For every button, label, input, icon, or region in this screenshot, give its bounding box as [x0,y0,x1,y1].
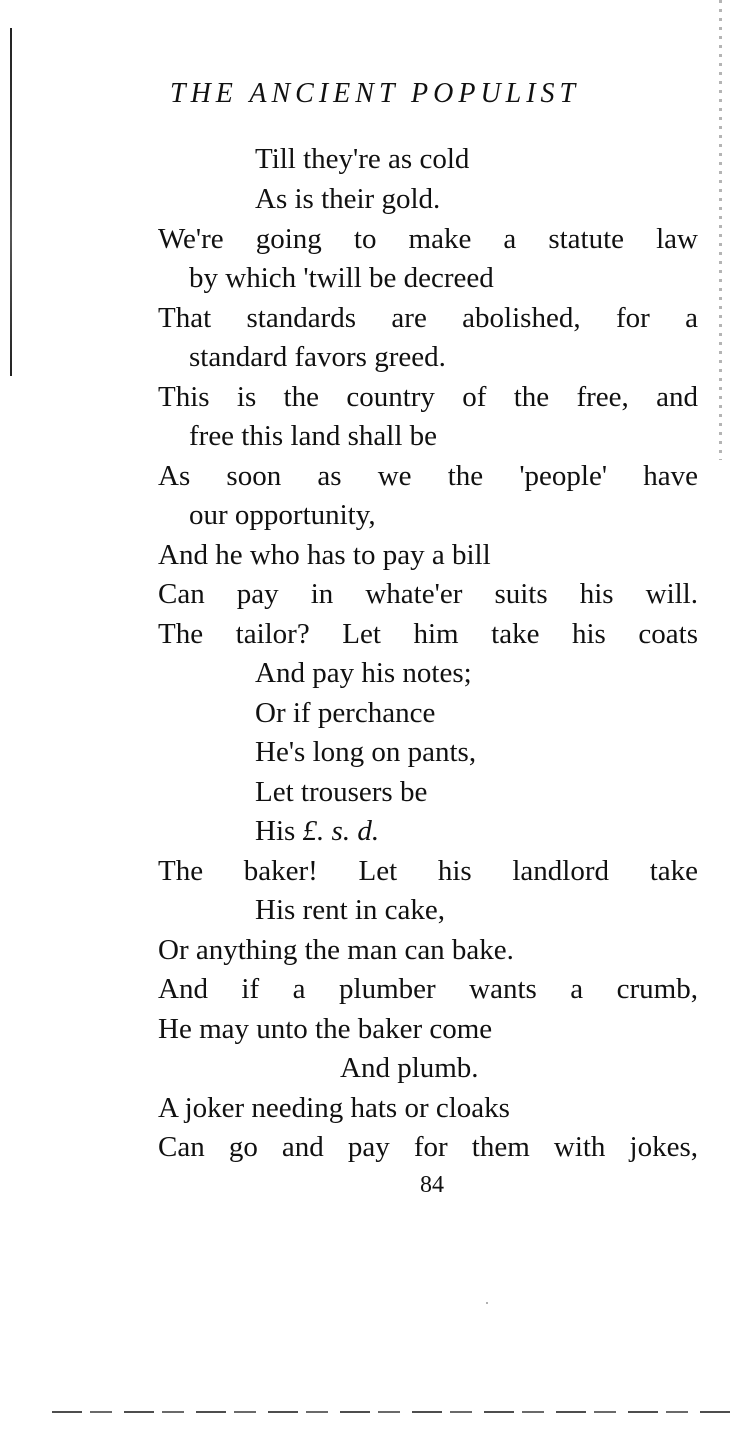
speck [486,1302,488,1304]
poem-line: The tailor? Let him take his coats [158,618,698,650]
poem-line: His rent in cake, [255,894,446,926]
poem-line: Can go and pay for them with jokes, [158,1131,698,1163]
poem-line: Can pay in whate'er suits his will. [158,578,698,610]
poem-line: As is their gold. [255,183,441,215]
poem-line: This is the country of the free, and [158,381,698,413]
poem-line: As soon as we the 'people' have [158,460,698,492]
poem-line: And if a plumber wants a crumb, [158,973,698,1005]
poem-line: A joker needing hats or cloaks [158,1092,510,1124]
poem-line: And he who has to pay a bill [158,539,491,571]
poem-line: Or anything the man can bake. [158,934,514,966]
poem-line [255,817,379,846]
poem-line: And pay his notes; [255,657,472,689]
poem-line: The baker! Let his landlord take [158,855,698,887]
running-head: THE ANCIENT POPULIST [170,78,581,109]
poem-line: our opportunity, [189,499,376,531]
poem-line: free this land shall be [189,420,438,452]
poem-line: He may unto the baker come [158,1013,493,1045]
poem-line: by which 'twill be decreed [189,262,494,294]
poem-line: Till they're as cold [255,143,470,175]
poem-line: He's long on pants, [255,736,477,768]
poem-line: That standards are abolished, for a [158,302,698,334]
poem-line: standard favors greed. [189,341,446,373]
poem-line: Let trousers be [255,776,428,808]
poem-line-word: His [255,815,296,847]
currency-notation: £. s. d. [302,815,380,847]
poem-line: We're going to make a statute law [158,223,698,255]
page-number: 84 [420,1172,444,1198]
bottom-edge-mark [52,1411,732,1413]
poem-line: Or if perchance [255,697,436,729]
poem-line: And plumb. [340,1052,479,1084]
